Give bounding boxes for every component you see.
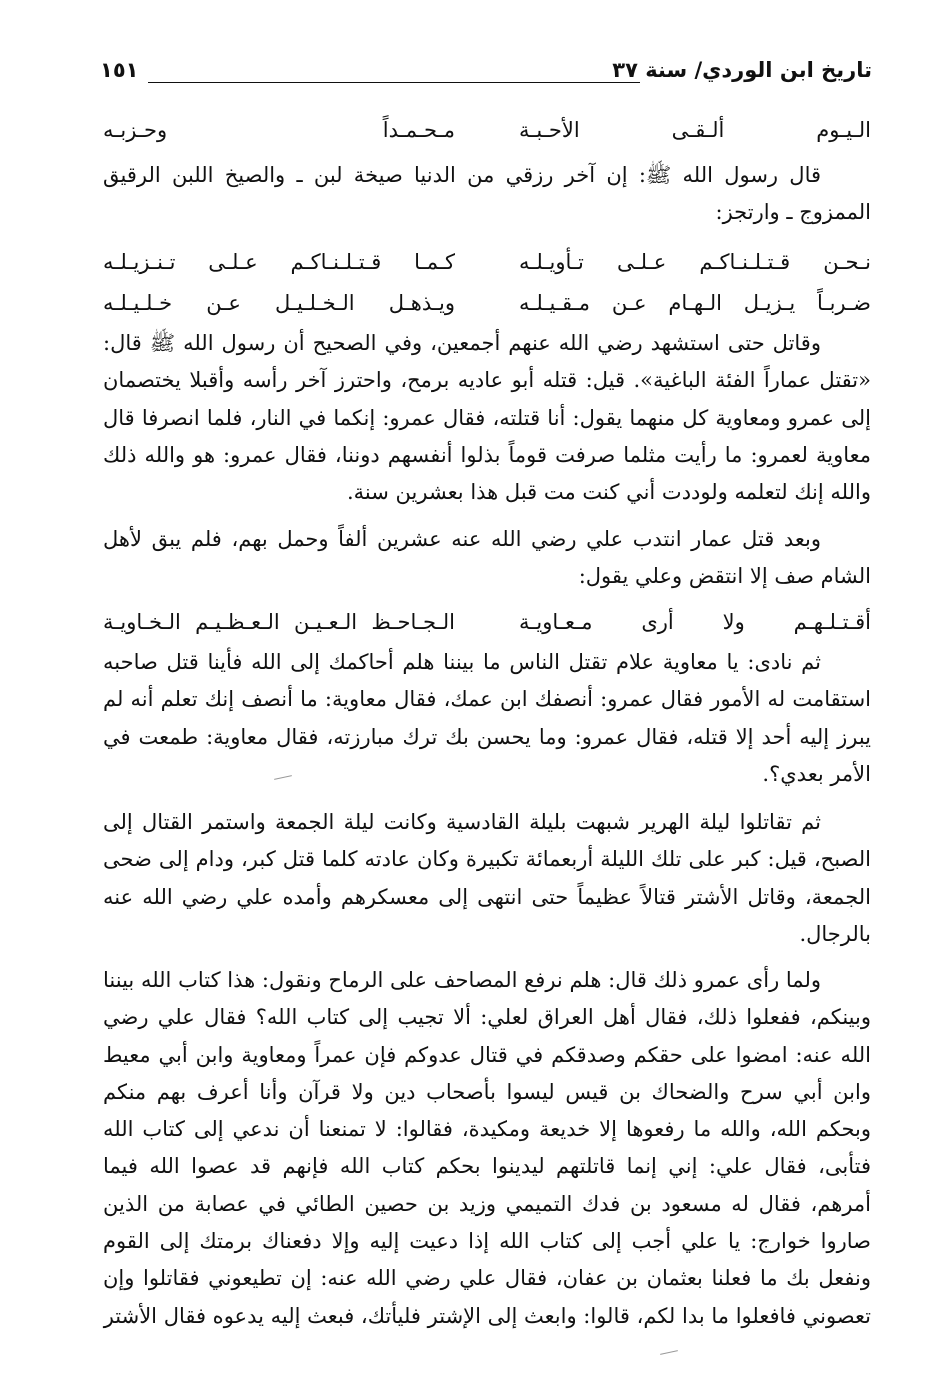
running-title: تاريخ ابن الوردي/ سنة ٣٧: [612, 58, 872, 82]
verse-first-hemistich: نـحـن قـتـلـنـاكـم عـلـى تـأويـلـه: [519, 250, 871, 274]
verse-line: [103, 603, 871, 641]
verse-first-hemistich: ضـربـاً يـزيـل الـهـام عـن مـقـيـلـه: [519, 291, 871, 315]
scan-mark: [660, 1350, 678, 1355]
header-rule: [148, 82, 640, 83]
verse-second-hemistich: كـمـا قـتـلـنـاكـم عـلـى تـنـزيـلـه: [103, 250, 455, 274]
paragraph: ثم تقاتلوا ليلة الهرير شبهت بليلة القادسية وكانت ليلة الجمعة واستمر القتال إلى الصبح، قيل: كبر على تلك الليلة أربعمائة تكبيرة وكان عادته كلما قتل كبر، ودام إلى ضحى الجمعة، وقاتل الأشتر قتالاً عظيماً حتى انتهى إلى معسكرهم وأمده علي رضي الله عنه بالرجال.: [103, 810, 871, 946]
page-number: ١٥١: [100, 58, 139, 82]
verse-second-hemistich: مـحـمـداً وحـزبـه: [103, 118, 455, 142]
verse-second-hemistich: الـجـاحـظ الـعـيـن الـعـظـيـم الـخـاويـة: [103, 610, 455, 634]
verse-line: [103, 243, 871, 281]
verse-line: [103, 111, 871, 149]
verse-line: [103, 284, 871, 322]
paragraph: وبعد قتل عمار انتدب علي رضي الله عنه عشرين ألفاً وحمل بهم، فلم يبق لأهل الشام صف إلا انتقض وعلي يقول:: [103, 527, 871, 589]
verse-first-hemistich: أقـتـلـهـم ولا أرى مـعـاويـة: [519, 610, 871, 634]
verse-first-hemistich: الـيـوم ألـقـى الأحـبـة: [519, 118, 871, 142]
paragraph: ولما رأى عمرو ذلك قال: هلم نرفع المصاحف على الرماح ونقول: هذا كتاب الله بيننا وبينكم، ففعلوا ذلك، فقال أهل العراق لعلي: ألا تجيب إلى كتاب الله؟ فقال علي رضي الله عنه: امضوا على حقكم وصدقكم في قتال عدوكم فإن عمراً ومعاوية وابن أبي معيط وابن أبي سرح والضحاك بن قيس ليسوا بأصحاب دين ولا قرآن وأنا أعرف بهم منكم وبحكم الله، والله ما رفعوها إلا خديعة ومكيدة، فقالوا: لا تمنعنا أن ندعي إلى كتاب الله فتأبى، فقال علي: إني إنما قاتلتهم ليدينوا بحكم كتاب الله فإنهم قد عصوا الله فيما أمرهم، فقال له مسعود بن فدك التميمي وزيد بن حصين الطائي في عصابة من الذين صاروا خوارج: يا علي أجب إلى كتاب الله إذا دعيت إليه وإلا دفعناك برمتك إلى القوم ونفعل بك ما فعلنا بعثمان بن عفان، فقال علي رضي الله عنه: إن تطيعوني فقاتلوا وإن تعصوني فافعلوا ما بدا لكم، قالوا: وابعث إلى الإشتر فليأتك، فبعث إليه يدعوه فقال الأشتر: [103, 968, 871, 1328]
verse-second-hemistich: ويـذهـل الـخـلـيـل عـن خـلـيـلـه: [103, 291, 455, 315]
paragraph: قال رسول الله ﷺ: إن آخر رزقي من الدنيا صيخة لبن ـ والصيخ اللبن الرقيق الممزوج ـ وارتجز:: [103, 163, 871, 225]
running-header: [100, 58, 872, 94]
paragraph: ثم نادى: يا معاوية علام تقتل الناس ما بيننا هلم أحاكمك إلى الله فأينا قتل صاحبه استقامت له الأمور فقال عمرو: أنصفك ابن عمك، فقال معاوية: ما أنصف إنك تعلم أنه لم يبرز إليه أحد إلا قتله، فقال عمرو: وما يحسن بك ترك مبارزته، فقال معاوية: طمعت في الأمر بعدي؟.: [103, 650, 872, 786]
paragraph: وقاتل حتى استشهد رضي الله عنهم أجمعين، وفي الصحيح أن رسول الله ﷺ قال: «تقتل عماراً الفئة الباغية». قيل: قتله أبو عاديه برمح، واحترز آخر رأسه وأقبلا يختصمان إلى عمرو ومعاوية كل منهما يقول: أنا قتلته، فقال عمرو: إنكما في النار، فلما انصرفا قال معاوية لعمرو: ما رأيت مثلما صرفت قوماً بذلوا أنفسهم دوننا، فقال عمرو: هو والله ذلك والله إنك لتعلمه ولوددت أني كنت مت قبل هذا بعشرين سنة.: [103, 331, 871, 505]
